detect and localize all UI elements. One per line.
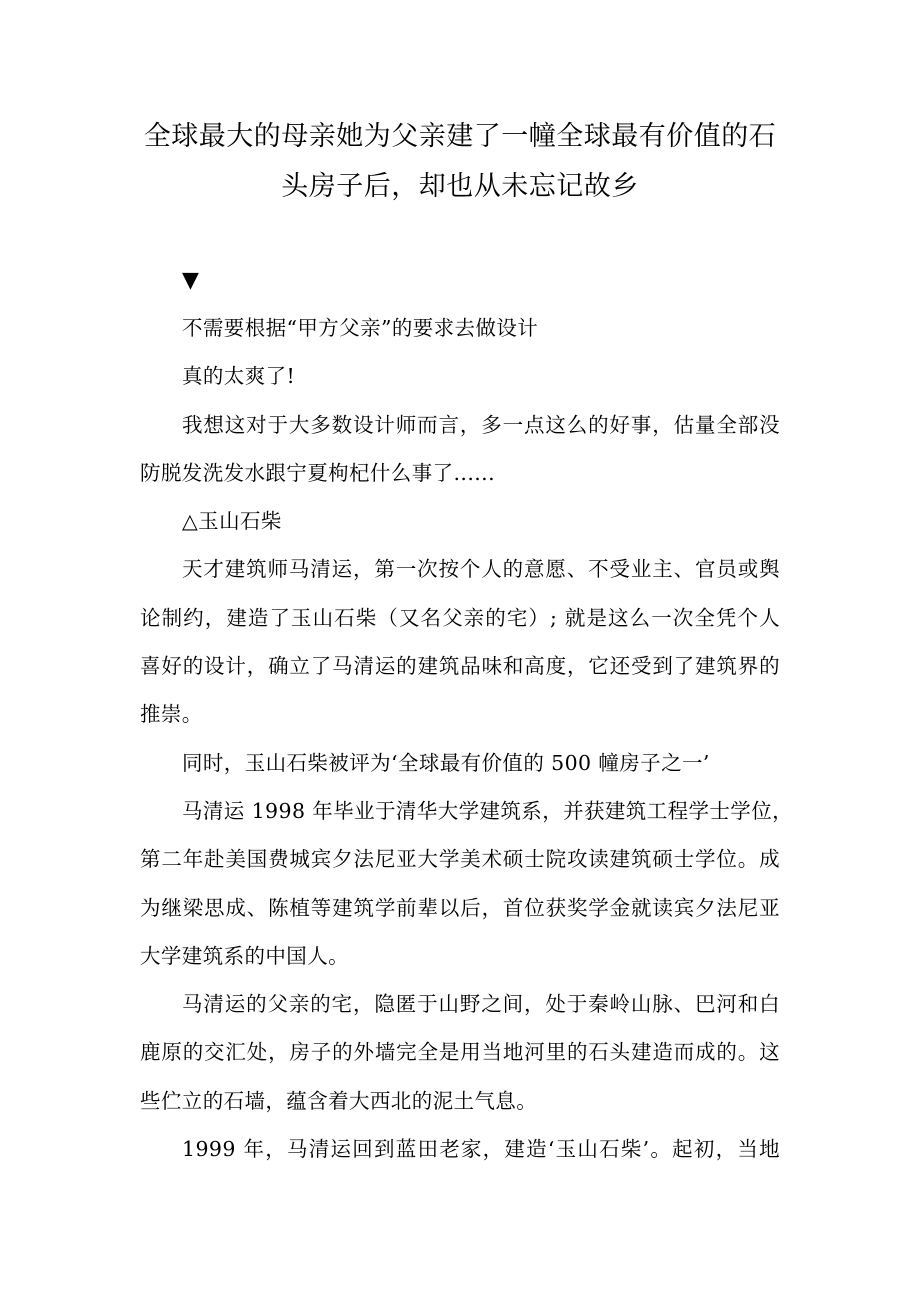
paragraph (140, 352, 780, 400)
text-line: 天才建筑师马清运，第一次按个人的意愿、不受业主、官员或舆 (182, 557, 780, 582)
text-line: 同时，玉山石柴被评为‘全球最有价值的 500 幢房子之一’ (182, 750, 710, 775)
paragraph (140, 980, 780, 1125)
text-line: 1999 年，马清运回到蓝田老家，建造‘玉山石柴’。起初，当地 (182, 1137, 780, 1162)
text-line: 推崇。 (140, 702, 203, 727)
paragraph (140, 739, 780, 787)
text-line: 真的太爽了! (182, 364, 296, 389)
text-line: 马清运 1998 年毕业于清华大学建筑系，并获建筑工程学士学位， (182, 798, 794, 823)
document-body (140, 258, 794, 1173)
title-line: 全球最大的母亲她为父亲建了一幢全球最有价值的石 (143, 121, 777, 152)
paragraph (140, 401, 780, 498)
down-triangle-icon: ▼ (182, 268, 199, 293)
title-line: 头房子后，却也从未忘记故乡 (281, 171, 639, 202)
text-line: 马清运的父亲的宅，隐匿于山野之间，处于秦岭山脉、巴河和白 (182, 992, 780, 1017)
text-line: 大学建筑系的中国人。 (140, 943, 349, 968)
paragraph (140, 1125, 780, 1173)
paragraph (140, 787, 794, 980)
text-line: 不需要根据“甲方父亲”的要求去做设计 (182, 316, 539, 340)
text-line: 鹿原的交汇处，房子的外墙完全是用当地河里的石头建造而成的。这 (140, 1040, 780, 1065)
text-line: 为继梁思成、陈植等建筑学前辈以后，首位获奖学金就读宾夕法尼亚 (140, 895, 780, 920)
paragraph (140, 304, 780, 352)
text-line: 防脱发洗发水跟宁夏枸杞什么事了...... (140, 460, 495, 485)
text-line: △玉山石柴 (182, 509, 282, 534)
text-line: 论制约，建造了玉山石柴（又名父亲的宅）; 就是这么一次全凭个人 (140, 605, 780, 630)
document-title (110, 112, 810, 212)
text-line: 第二年赴美国费城宾夕法尼亚大学美术硕士院攻读建筑硕士学位。成 (140, 847, 780, 872)
text-line: 些伫立的石墙，蕴含着大西北的泥土气息。 (140, 1088, 538, 1113)
text-line: 我想这对于大多数设计师而言，多一点这么的好事，估量全部没 (182, 412, 780, 437)
paragraph (140, 545, 780, 738)
paragraph (140, 497, 780, 545)
text-line: 喜好的设计，确立了马清运的建筑品味和高度，它还受到了建筑界的 (140, 654, 780, 679)
